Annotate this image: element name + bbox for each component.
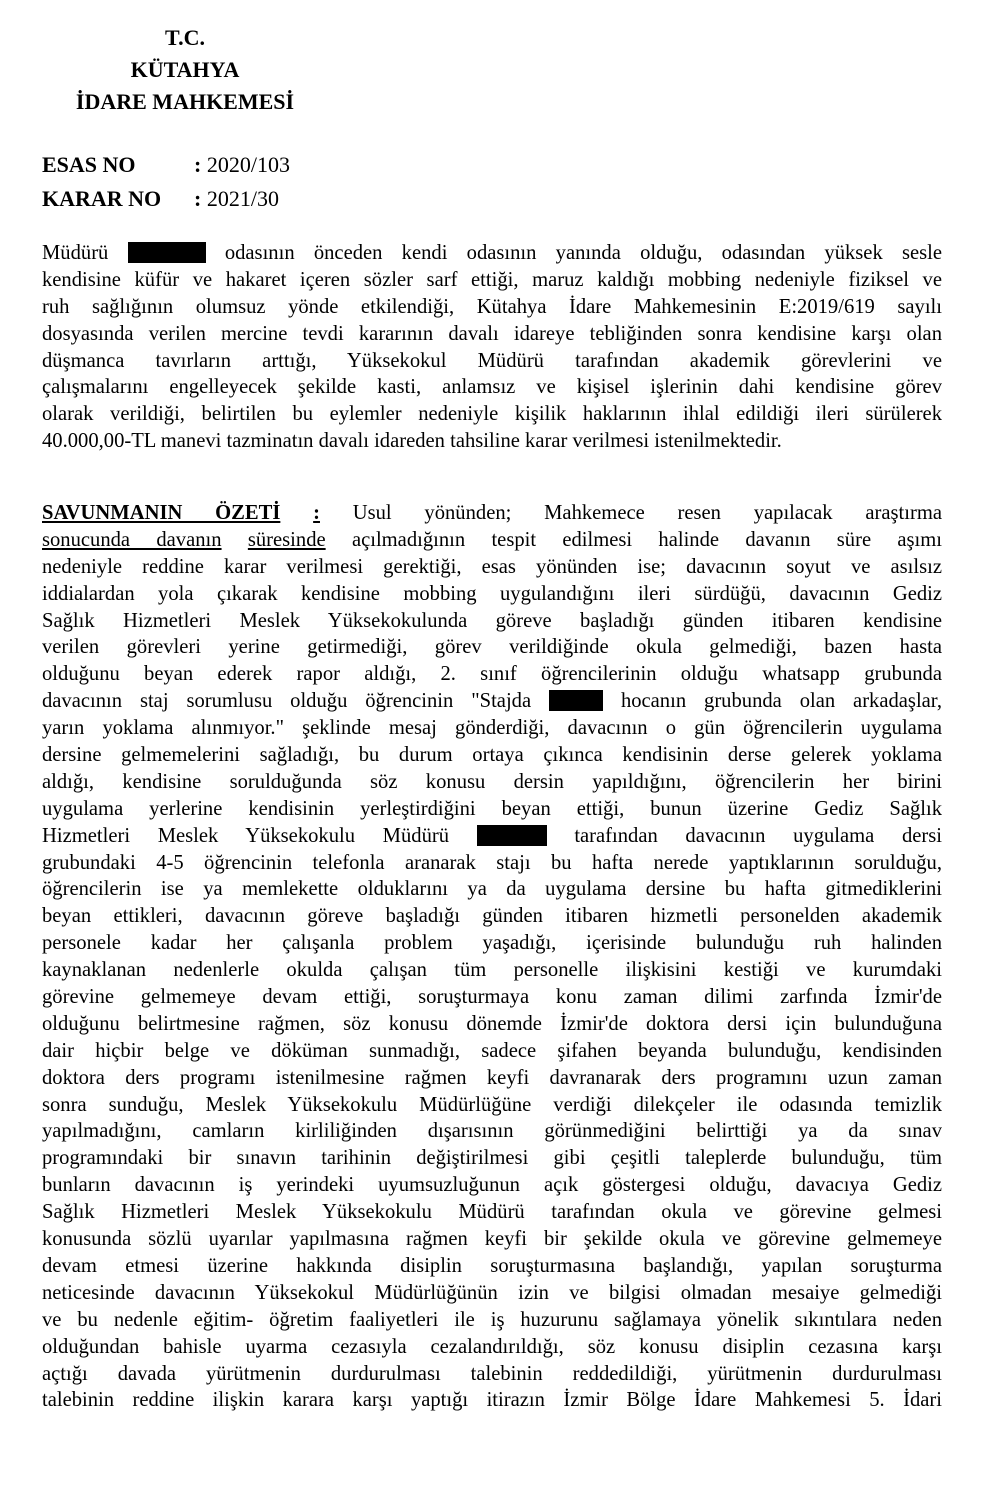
paragraph-line: yapılmadığını, camların kirliliğinden dışarısının görünmediğini belirttiği ya da sınav xyxy=(42,1120,942,1143)
paragraph-line: dosyasında verilen mercine tevdi kararının davalı idareye tebliğinden sonra kendisine karşı olan xyxy=(42,322,942,345)
text-segment: Müdürü xyxy=(42,242,109,264)
paragraph-line: nedeniyle reddine karar verilmesi gerektiği, esas yönünden ise; davacının soyut ve asılsız xyxy=(42,555,942,578)
esas-colon: : xyxy=(194,152,202,177)
text-segment: odasının önceden kendi odasının yanında olduğu, odasından yüksek sesle xyxy=(224,242,942,264)
redaction-block xyxy=(477,825,547,846)
paragraph-line: 40.000,00-TL manevi tazminatın davalı idareden tahsiline karar verilmesi istenilmektedir. xyxy=(42,430,782,453)
paragraph-line: açtığı davada yürütmenin durdurulması talebinin reddedildiği, yürütmenin durdurulması xyxy=(42,1362,942,1385)
paragraph-line: aldığı, kendisine sorulduğunda söz konusu dersin yapıldığını, öğrencilerin her birini xyxy=(42,770,942,793)
paragraph-line xyxy=(42,527,942,554)
karar-row xyxy=(42,182,290,216)
paragraph-line: çalışmalarını engelleyecek şekilde kasti, anlamsız ve kişisel işlerinin dahi kendisine görev xyxy=(42,376,942,399)
paragraph-line xyxy=(42,500,942,527)
text-segment: tarafından davacının uygulama dersi xyxy=(574,824,942,847)
paragraph-line: olarak verildiği, belirtilen bu eylemler nedeniyle kişilik haklarının ihlal edildiği ileri sürülerek xyxy=(42,403,942,426)
paragraph-line: öğrencilerin ise ya memlekette olduklarını ya da uygulama dersine bu hafta gitmediklerini xyxy=(42,878,942,901)
paragraph-line xyxy=(42,823,942,850)
text-segment: Usul yönünden; Mahkemece resen yapılacak araştırma xyxy=(352,502,942,524)
header-city: KÜTAHYA xyxy=(130,57,240,82)
text-segment: hocanın grubunda olan arkadaşlar, xyxy=(620,690,942,713)
text-segment: Hizmetleri Meslek Yüksekokulu Müdürü xyxy=(42,824,450,847)
defense-summary-paragraph xyxy=(42,500,942,1414)
paragraph-line: olduğundan bahisle uyarma cezasıyla cezalandırıldığı, söz konusu disiplin cezasına karşı xyxy=(42,1335,942,1358)
redaction-block xyxy=(128,242,206,263)
paragraph-line: uygulama yerlerine kendisinin yerleştirdiğini beyan ettiği, bunun üzerine Gediz Sağlık xyxy=(42,797,942,820)
text-segment: süresinde xyxy=(247,528,326,551)
paragraph-line: grubundaki 4-5 öğrencinin telefonla aranarak stajı bu hafta nerede yaptıklarının sorulduğu, xyxy=(42,851,942,874)
paragraph-line: talebinin reddine ilişkin karara karşı yaptığı itirazın İzmir Bölge İdare Mahkemesi 5. İdari xyxy=(42,1389,942,1412)
karar-colon: : xyxy=(194,186,202,211)
paragraph-line: Sağlık Hizmetleri Meslek Yüksekokulunda göreve başladığı günden itibaren kendisine xyxy=(42,609,942,632)
paragraph-line xyxy=(42,688,942,715)
paragraph-line: doktora ders programı istenilmesine rağmen keyfi davranarak ders programını uzun zaman xyxy=(42,1066,942,1089)
esas-label: ESAS NO xyxy=(42,152,136,177)
section-heading-colon: : xyxy=(313,502,320,524)
paragraph-line: sonra sunduğu, Meslek Yüksekokulu Müdürlüğüne verdiği dilekçeler ile odasında temizlik xyxy=(42,1093,942,1116)
esas-value: 2020/103 xyxy=(206,152,290,177)
paragraph-line: bunların davacının iş yerindeki uyumsuzluğunun açık göstergesi olduğu, davacıya Gediz xyxy=(42,1174,942,1197)
paragraph-line: personele kadar her çalışanla problem yaşadığı, içerisinde bulunduğu ruh halinden xyxy=(42,932,942,955)
paragraph-line: programındaki bir sınavın tarihinin değiştirilmesi gibi çeşitli taleplerde bulunduğu, tüm xyxy=(42,1147,942,1170)
paragraph-line: iddialardan yola çıkarak kendisine mobbing uygulandığını ileri sürdüğü, davacının Gediz xyxy=(42,582,942,605)
text-segment: davacının staj sorumlusu olduğu öğrencinin "Stajda xyxy=(42,690,532,713)
paragraph-line xyxy=(42,240,942,267)
paragraph-line: neticesinde davacının Yüksekokul Müdürlüğünün izin ve bilgisi olmadan mesaiye gelmediği xyxy=(42,1281,942,1304)
paragraph-line: kaynaklanan nedenlerle okulda çalışan tüm personelle ilişkisini kestiği ve kurumdaki xyxy=(42,959,942,982)
paragraph-line: düşmanca tavırların arttığı, Yüksekokul Müdürü tarafından akademik görevlerini ve xyxy=(42,349,942,372)
karar-label: KARAR NO xyxy=(42,186,162,211)
esas-row xyxy=(42,148,290,182)
paragraph-line: ruh sağlığının olumsuz yönde etkilendiği, Kütahya İdare Mahkemesinin E:2019/619 sayılı xyxy=(42,295,942,318)
header-republic: T.C. xyxy=(165,25,205,50)
paragraph-line: kendisine küfür ve hakaret içeren sözler sarf ettiği, maruz kaldığı mobbing nedeniyle fiziksel ve xyxy=(42,268,942,291)
paragraph-line: verilen görevleri yerine getirmediği, görev verildiğinde okula gelmediği, bazen hasta xyxy=(42,636,942,659)
case-numbers xyxy=(42,148,290,216)
paragraph-line: konusunda sözlü uyarılar yapılmasına rağmen keyfi bir şekilde okula ve görevine gelmemeye xyxy=(42,1228,942,1251)
text-segment: açılmadığının tespit edilmesi halinde davanın süre aşımı xyxy=(351,528,942,551)
paragraph-line: olduğunu beyan ederek rapor aldığı, 2. sınıf öğrencilerinin olduğu whatsapp grubunda xyxy=(42,663,942,686)
redaction-block xyxy=(549,690,603,711)
paragraph-line: beyan ettikleri, davacının göreve başladığı günden itibaren hizmetli personelden akademik xyxy=(42,905,942,928)
paragraph-line: devam etmesi üzerine hakkında disiplin soruşturmasına başlandığı, yapılan soruşturma xyxy=(42,1254,942,1277)
karar-value: 2021/30 xyxy=(206,186,279,211)
section-heading: SAVUNMANIN ÖZETİ xyxy=(42,502,281,524)
paragraph-line: dair hiçbir belge ve döküman sunmadığı, sadece şifahen beyanda bulunduğu, kendisinden xyxy=(42,1039,942,1062)
court-header xyxy=(60,22,310,118)
paragraph-line: ve bu nedenle eğitim- öğretim faaliyetleri ile iş huzurunu sağlamaya yönelik sıkıntılara neden xyxy=(42,1308,942,1331)
header-court-name: İDARE MAHKEMESİ xyxy=(75,89,295,114)
paragraph-line: Sağlık Hizmetleri Meslek Yüksekokulu Müdürü tarafından okula ve görevine gelmesi xyxy=(42,1201,942,1224)
claim-summary-paragraph xyxy=(42,240,942,455)
paragraph-line: dersine gelmemelerini sağladığı, bu durum ortaya çıkınca kendisinin derse gelerek yoklama xyxy=(42,744,942,767)
text-segment: sonucunda davanın xyxy=(42,528,222,551)
paragraph-line: olduğunu belirtmesine rağmen, söz konusu dönemde İzmir'de doktora dersi için bulunduğuna xyxy=(42,1012,942,1035)
paragraph-line: yarın yoklama alınmıyor." şeklinde mesaj gönderdiği, davacının o gün öğrencilerin uygulama xyxy=(42,717,942,740)
paragraph-line: görevine gelmemeye devam ettiği, soruşturmaya konu zaman dilimi zarfında İzmir'de xyxy=(42,986,942,1009)
